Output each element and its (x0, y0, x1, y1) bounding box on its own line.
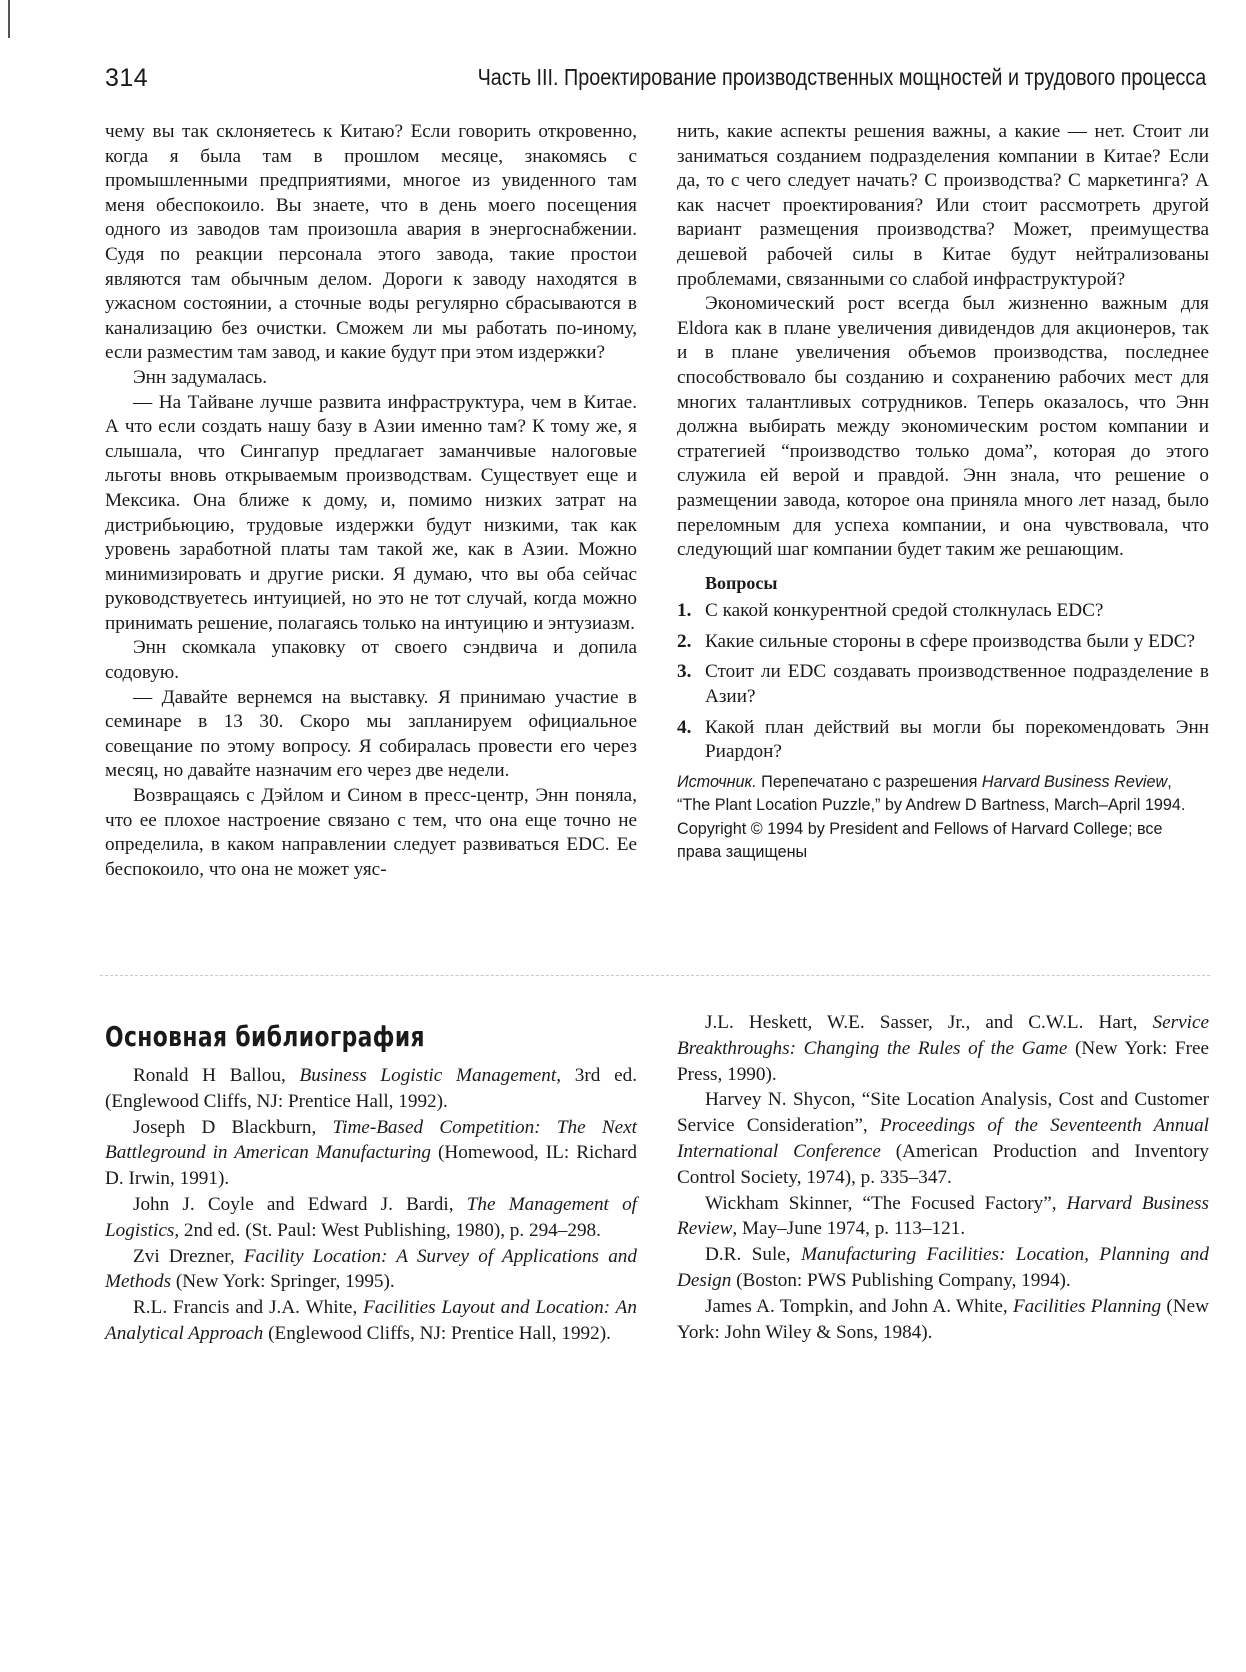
question-number: 3. (677, 661, 692, 683)
entry-title: Business Logistic Management (299, 1065, 557, 1086)
page-number: 314 (105, 64, 149, 92)
entry-title: Manufacturing Facilities: Location, Planning and Design (677, 1244, 1209, 1291)
question-text: Какой план действий вы могли бы порекомендовать Энн Риардон? (705, 716, 1209, 763)
entry-details: (New York: Free Press, 1990). (677, 1037, 1209, 1085)
bibliography-left-column (105, 1063, 637, 1347)
entry-title: Time-Based Competition: The Next Battleground in American Manufacturing (105, 1116, 637, 1164)
bibliography-heading: Основная библиография (105, 1020, 425, 1053)
source-label: Источник. (677, 772, 757, 791)
entry-details: , 3rd ed. (Englewood Cliffs, NJ: Prentice Hall, 1992). (105, 1065, 637, 1112)
entry-authors: James A. Tompkin, and John A. White, (705, 1295, 1013, 1317)
bibliography-entry (105, 1063, 637, 1115)
entry-details: (Englewood Cliffs, NJ: Prentice Hall, 1992). (263, 1322, 611, 1344)
section-divider (100, 975, 1210, 976)
paragraph: Энн задумалась. (133, 366, 268, 388)
source-note (677, 771, 1209, 865)
entry-authors: Ronald H Ballou, (133, 1065, 300, 1086)
entry-authors: Wickham Skinner, “The Focused Factory”, (705, 1192, 1067, 1214)
entry-details: (Homewood, IL: Richard D. Irwin, 1991). (105, 1142, 637, 1190)
paragraph: — На Тайване лучше развита инфраструктура, чем в Китае. А что если создать нашу базу в Азии именно там? К тому же, я слышала, что Сингапур предлагает заманчивые налоговые льготы вновь открываемым производствам. Существует еще и Мексика. Она ближе к дому, и, помимо низких затрат на дистрибьюцию, трудовые издержки будут низкими, так как уровень заработной платы там такой же, как в Азии. Можно минимизировать и другие риски. Я думаю, что вы оба сейчас руководствуетесь интуицией, но это не тот случай, когда можно принимать решение, полагаясь только на интуицию и энтузиазм. (105, 391, 637, 634)
question-text: Стоит ли EDC создавать производственное подразделение в Азии? (705, 661, 1209, 708)
bibliography-entry (677, 1087, 1209, 1190)
source-journal: Harvard Business Review (981, 772, 1168, 791)
question-item (677, 599, 1209, 624)
entry-title: Facilities Planning (1012, 1295, 1162, 1317)
question-item (677, 716, 1209, 765)
paragraph: нить, какие аспекты решения важны, а какие — нет. Стоит ли заниматься созданием подразделения компании в Китае? Если да, то с чего следует начать? С производства? С маркетинга? А как насчет проектирования? Или стоит рассмотреть другой вариант размещения производства? Может, преимущества дешевой рабочей силы в Китае будут нейтрализованы проблемами, связанными со слабой инфраструктурой? (677, 121, 1209, 290)
entry-title: Proceedings of the Seventeenth Annual International Conference (677, 1115, 1210, 1162)
entry-title: Service Breakthroughs: Changing the Rules of the Game (677, 1012, 1209, 1059)
entry-details: , May–June 1974, p. 113–121. (732, 1218, 966, 1240)
question-number: 2. (677, 630, 692, 652)
entry-authors: John J. Coyle and Edward J. Bardi, (133, 1193, 467, 1215)
question-number: 1. (677, 600, 692, 622)
scan-edge-mark (8, 0, 10, 38)
entry-authors: Zvi Drezner, (133, 1245, 244, 1267)
paragraph: — Давайте вернемся на выставку. Я принимаю участие в семинаре в 13 30. Скоро мы запланируем официальное совещание по этому вопросу. Я собиралась провести его через месяц, но давайте назначим его через две недели. (105, 686, 637, 782)
bibliography-entry (105, 1192, 637, 1244)
paragraph: Возвращаясь с Дэйлом и Сином в пресс-центр, Энн поняла, что ее плохое настроение связано с тем, что она еще точно не определила, в каком направлении следует развиваться EDC. Ее беспокоило, что она не может уяс- (105, 785, 637, 880)
bibliography-entry (105, 1115, 637, 1192)
paragraph: чему вы так склоняетесь к Китаю? Если говорить откровенно, когда я была там в прошлом месяце, знакомясь с промышленными предприятиями, многое из увиденного там меня обеспокоило. Вы знаете, что в день моего посещения одного из заводов там произошла авария в энергоснабжении. Судя по реакции персонала этого завода, такие простои являются там обычным делом. Дороги к заводу находятся в ужасном состоянии, а сточные воды регулярно сбрасываются в канализацию без очистки. Сможем ли мы работать по-иному, если разместим там завод, и какие будут при этом издержки? (105, 121, 637, 364)
paragraph: Экономический рост всегда был жизненно важным для Eldora как в плане увеличения дивидендов для акционеров, так и в плане увеличения объемов производства, последнее способствовало бы созданию и сохранению рабочих мест для многих талантливых сотрудников. Теперь оказалось, что Энн должна выбирать между экономическим ростом компании и стратегией “производство только дома”, которая до этого служила ей верой и правдой. Энн знала, что решение о размещении завода, которое она приняла много лет назад, было переломным для успеха компании, и она чувствовала, что следующий шаг компании будет таким же решающим. (677, 293, 1209, 561)
question-text: Какие сильные стороны в сфере производства были у EDC? (705, 630, 1196, 652)
right-column (677, 120, 1209, 864)
entry-authors: Joseph D Blackburn, (133, 1116, 333, 1138)
left-column (105, 120, 637, 882)
bibliography-entry (677, 1191, 1209, 1243)
entry-details: , 2nd ed. (St. Paul: West Publishing, 1980), p. 294–298. (174, 1219, 601, 1241)
entry-title: Facility Location: A Survey of Applications and Methods (105, 1245, 637, 1293)
paragraph: Энн скомкала упаковку от своего сэндвича и допила содовую. (105, 637, 637, 684)
question-item (677, 630, 1209, 655)
entry-details: (American Production and Inventory Control Society, 1974), p. 335–347. (677, 1140, 1209, 1188)
bibliography-entry (677, 1294, 1209, 1346)
entry-authors: R.L. Francis and J.A. White, (133, 1297, 364, 1319)
source-text: , “The Plant Location Puzzle,” by Andrew D Bartness, March–April 1994. Copyright © 1994 by President and Fellows of Harvard College; все права защищены (677, 772, 1186, 862)
bibliography-entry (105, 1244, 637, 1296)
bibliography-entry (677, 1010, 1209, 1087)
running-head: Часть III. Проектирование производственных мощностей и трудового процесса (477, 64, 1206, 90)
question-text: С какой конкурентной средой столкнулась EDC? (705, 600, 1104, 622)
entry-title: Harvard Business Review (677, 1192, 1209, 1240)
question-item (677, 660, 1209, 709)
entry-authors: J.L. Heskett, W.E. Sasser, Jr., and C.W.L. Hart, (705, 1012, 1153, 1033)
bibliography-entry (677, 1242, 1209, 1294)
bibliography-right-column (677, 1010, 1209, 1345)
entry-details: (New York: John Wiley & Sons, 1984). (677, 1295, 1209, 1343)
entry-title: The Management of Logistics (105, 1193, 637, 1241)
source-text: Перепечатано с разрешения (756, 772, 982, 791)
entry-title: Facilities Layout and Location: An Analytical Approach (105, 1297, 637, 1344)
questions-list (677, 599, 1209, 765)
questions-title: Вопросы (705, 572, 778, 593)
bibliography-entry (105, 1295, 637, 1347)
entry-details: (New York: Springer, 1995). (171, 1271, 395, 1293)
entry-details: (Boston: PWS Publishing Company, 1994). (731, 1269, 1071, 1291)
question-number: 4. (677, 716, 692, 738)
entry-authors: Harvey N. Shycon, “Site Location Analysis, Cost and Customer Service Consideration”, (677, 1089, 1209, 1137)
entry-authors: D.R. Sule, (705, 1244, 802, 1266)
